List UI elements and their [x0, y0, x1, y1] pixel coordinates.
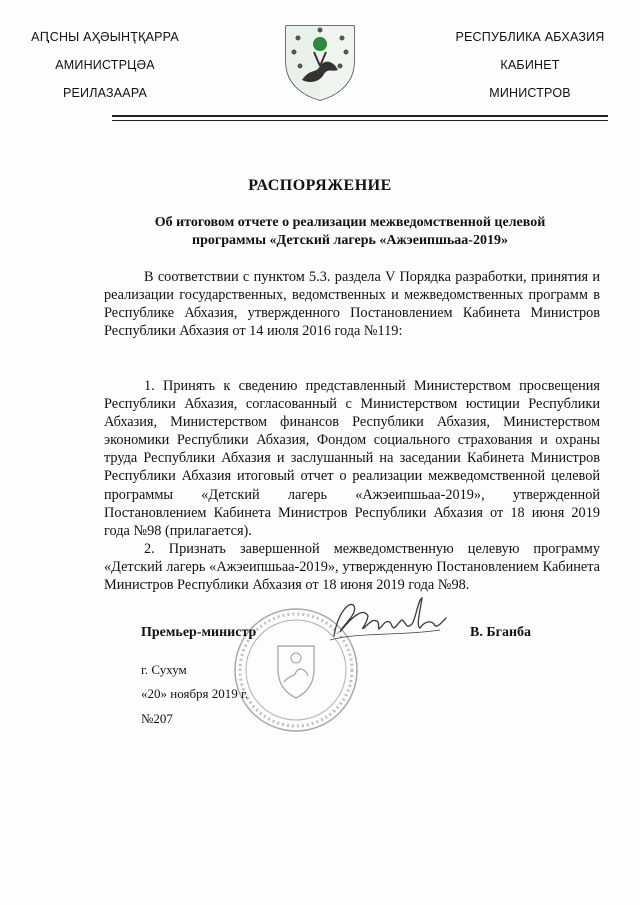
header-abkhaz [20, 29, 190, 113]
coat-of-arms-emblem-icon [280, 22, 360, 102]
header-left-line-1: АԤСНЫ АҲӘЫНҬҚАРРА [31, 30, 179, 44]
handwritten-signature-icon [320, 592, 460, 647]
preamble-paragraph [104, 268, 600, 340]
header-divider-thin [112, 120, 608, 121]
header-divider-thick [112, 115, 608, 117]
document-title: РАСПОРЯЖЕНИЕ [248, 177, 392, 194]
paragraph-item-2: 2. Признать завершенной межведомственную целевую программу «Детский лагерь «Ажэеипшьаа-2019», утвержденную Постановлением Кабинета Министров Республики Абхазия от 18 июня 2019 года №98. [104, 540, 600, 594]
subject-line-2: программы «Детский лагерь «Ажэеипшьаа-2019» [192, 233, 508, 248]
header-russian [440, 29, 620, 113]
resolution-items [104, 377, 600, 594]
signatory-role: Премьер-министр [141, 625, 257, 640]
signatory-name: В. Бганба [470, 625, 532, 640]
header-left-line-2: АМИНИСТРЦӘА [55, 58, 155, 72]
subject-line-1: Об итоговом отчете о реализации межведомственной целевой [154, 215, 546, 230]
header-right-line-2: КАБИНЕТ [500, 58, 560, 72]
header-left-line-3: РЕИЛАЗААРА [62, 86, 148, 100]
document-subject [100, 214, 600, 250]
document-city: г. Сухум [141, 662, 187, 677]
document-date: «20» ноября 2019 г. [141, 686, 249, 701]
header-right-line-1: РЕСПУБЛИКА АБХАЗИЯ [455, 30, 605, 44]
header-right-line-3: МИНИСТРОВ [489, 86, 571, 100]
document-number: №207 [141, 711, 173, 726]
paragraph-item-1: 1. Принять к сведению представленный Министерством просвещения Республики Абхазия, согласованный с Министерством юстиции Республики Абхазия, Министерством финансов Республики Абхазия, Министерством экономики Республики Абхазия, Фондом социального страхования и охраны труда Республики Абхазия и заслушанный на заседании Кабинета Министров Республики Абхазия итоговый отчет о реализации межведомственной целевой программы «Детский лагерь «Ажэеипшьаа-2019», утвержденной Постановлением Кабинета Министров Республики Абхазия от 18 июня 2019 года №98 (прилагается). [104, 378, 600, 539]
paragraph-preamble: В соответствии с пунктом 5.3. раздела V Порядка разработки, принятия и реализации государственных, ведомственных и межведомственных программ в Республике Абхазия, утвержденного Постановлением Кабинета Министров Республики Абхазия от 14 июля 2016 года №119: [104, 269, 600, 340]
